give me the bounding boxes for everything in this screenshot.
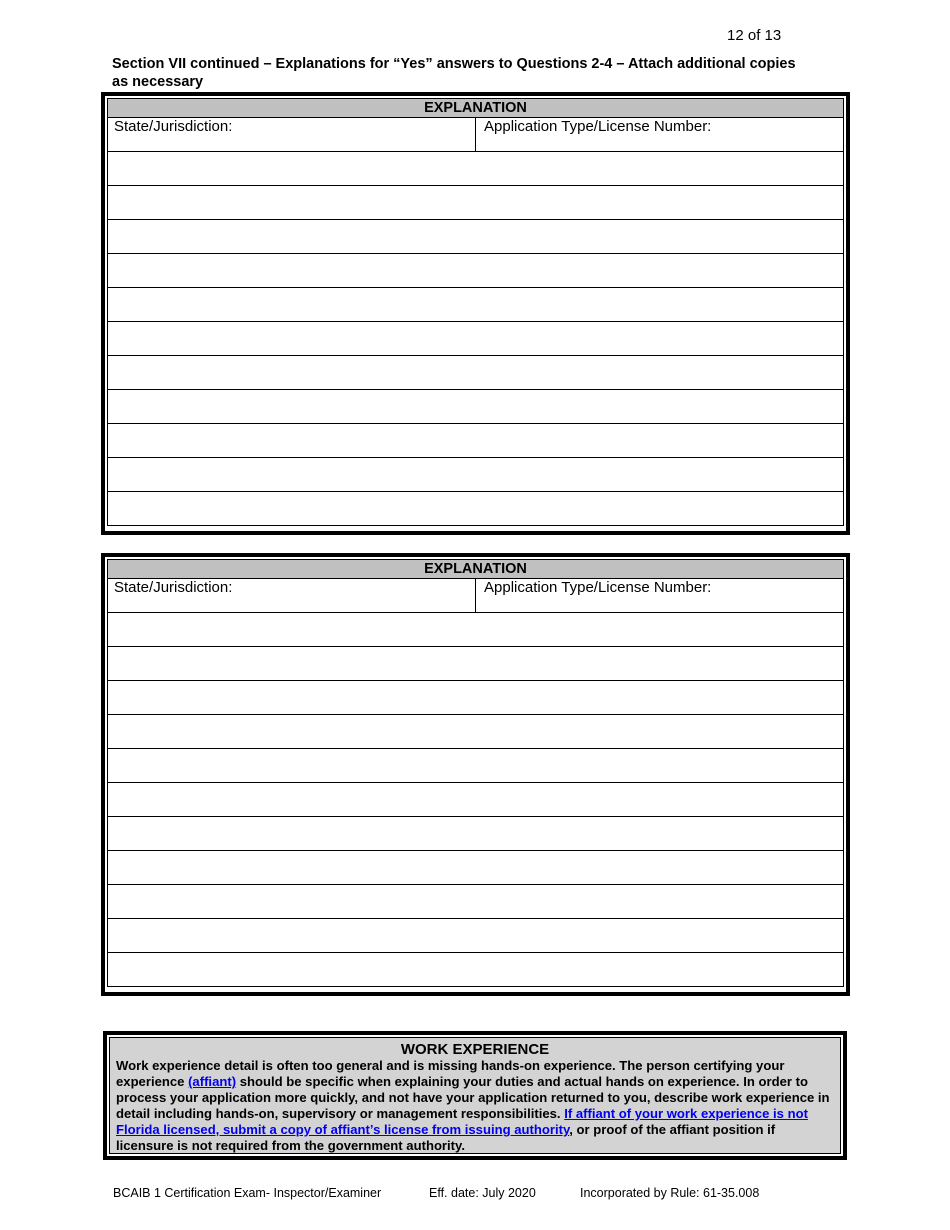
explanation-line[interactable] xyxy=(108,152,843,186)
application-type-field[interactable]: Application Type/License Number: xyxy=(484,579,712,596)
work-experience-box xyxy=(103,1031,847,1160)
explanation-line[interactable] xyxy=(108,749,843,783)
explanation-line[interactable] xyxy=(108,322,843,356)
section-title: Section VII continued – Explanations for “Yes” answers to Questions 2-4 – Attach additional copies as necessary xyxy=(112,56,796,90)
explanation-line[interactable] xyxy=(108,288,843,322)
footer-rule: Incorporated by Rule: 61-35.008 xyxy=(580,1186,760,1200)
affiant-link[interactable]: (affiant) xyxy=(188,1074,237,1089)
explanation-line[interactable] xyxy=(108,424,843,458)
jurisdiction-row xyxy=(108,579,843,613)
explanation-line[interactable] xyxy=(108,919,843,953)
explanation-line[interactable] xyxy=(108,613,843,647)
explanation-header: EXPLANATION xyxy=(108,560,843,579)
explanation-line[interactable] xyxy=(108,715,843,749)
application-type-field[interactable]: Application Type/License Number: xyxy=(484,118,712,135)
state-jurisdiction-field[interactable]: State/Jurisdiction: xyxy=(108,118,476,151)
work-experience-text xyxy=(116,1058,834,1154)
explanation-lines xyxy=(108,152,843,525)
explanation-line[interactable] xyxy=(108,783,843,817)
explanation-line[interactable] xyxy=(108,885,843,919)
explanation-line[interactable] xyxy=(108,647,843,681)
explanation-line[interactable] xyxy=(108,492,843,525)
explanation-lines xyxy=(108,613,843,986)
work-text-part-2: should be specific when explaining your duties and actual hands on experience. In order to process your application more quickly, and not have your application returned to you, describe work experience in detail including hands-on, supervisory or management responsibilities. xyxy=(116,1074,830,1121)
explanation-line[interactable] xyxy=(108,851,843,885)
explanation-box-1 xyxy=(101,92,850,535)
explanation-line[interactable] xyxy=(108,254,843,288)
explanation-line[interactable] xyxy=(108,458,843,492)
explanation-line[interactable] xyxy=(108,681,843,715)
affiant-license-link[interactable]: If affiant of your work experience is not Florida licensed, submit a copy of affiant’s license from issuing authority xyxy=(116,1106,808,1137)
explanation-line[interactable] xyxy=(108,356,843,390)
explanation-line[interactable] xyxy=(108,390,843,424)
page-number: 12 of 13 xyxy=(727,27,782,44)
footer-exam-name: BCAIB 1 Certification Exam- Inspector/Examiner xyxy=(113,1186,382,1200)
explanation-line[interactable] xyxy=(108,817,843,851)
explanation-line[interactable] xyxy=(108,186,843,220)
explanation-line[interactable] xyxy=(108,953,843,986)
jurisdiction-row xyxy=(108,118,843,152)
work-text-part-1: Work experience detail is often too general and is missing hands-on experience. The person certifying your experience xyxy=(116,1058,785,1089)
explanation-header: EXPLANATION xyxy=(108,99,843,118)
state-jurisdiction-field[interactable]: State/Jurisdiction: xyxy=(108,579,476,612)
footer-effective-date: Eff. date: July 2020 xyxy=(429,1186,536,1200)
work-text-part-3: , or proof of the affiant position if licensure is not required from the government authority. xyxy=(116,1122,776,1153)
work-experience-title: WORK EXPERIENCE xyxy=(400,1041,550,1058)
explanation-box-2 xyxy=(101,553,850,996)
explanation-line[interactable] xyxy=(108,220,843,254)
